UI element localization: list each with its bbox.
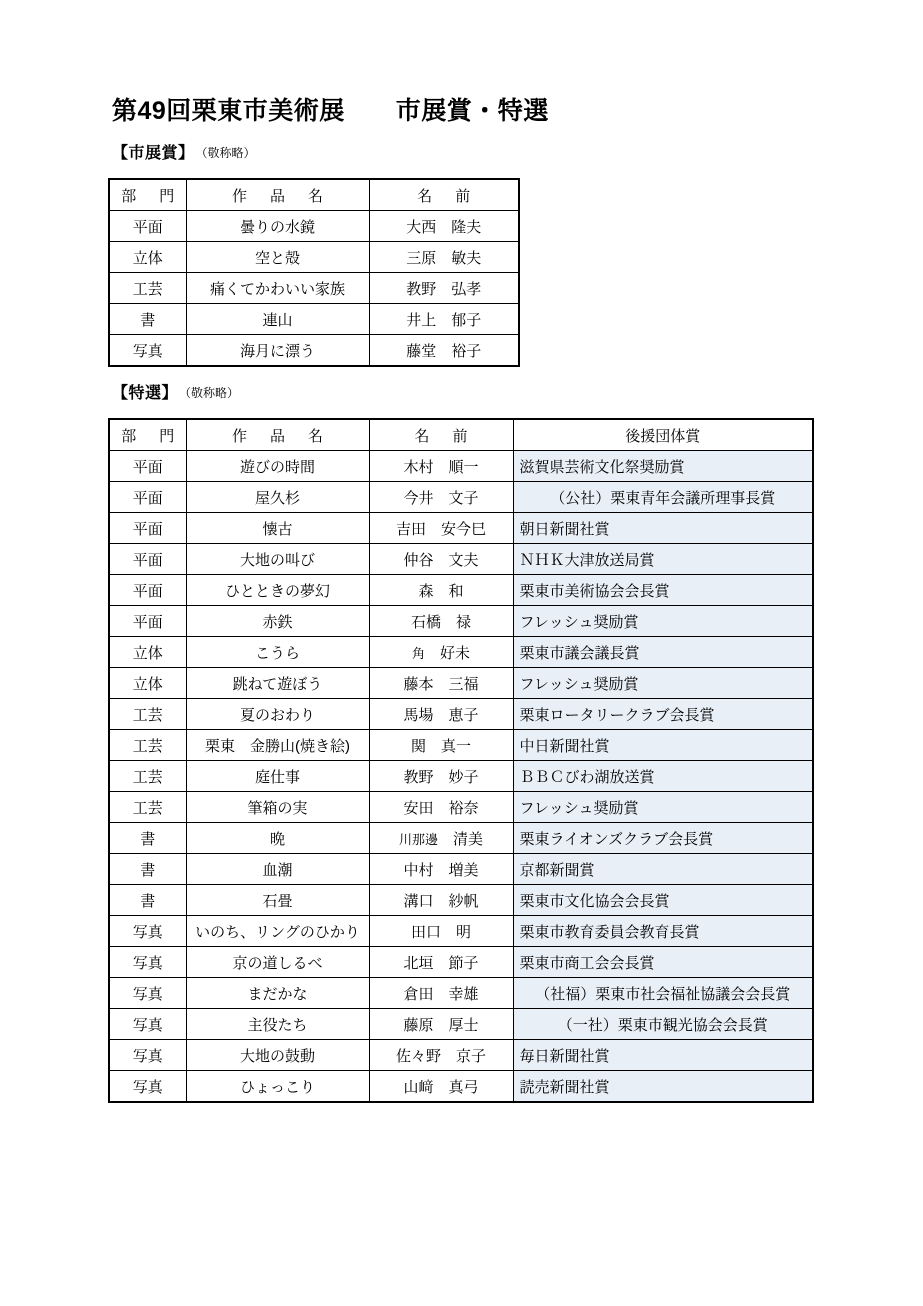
- table-row: [109, 637, 813, 668]
- table-row: [109, 544, 813, 575]
- table-row: [109, 242, 519, 273]
- cell-sakuhin: 空と殻: [186, 242, 369, 273]
- cell-bumon: 工芸: [109, 792, 186, 823]
- section-heading-label: 【特選】: [112, 385, 179, 402]
- table-row: [109, 211, 519, 242]
- table-row: [109, 1071, 813, 1103]
- table-header-row: [109, 419, 813, 451]
- cell-koen-dantai-shou: （一社）栗東市観光協会会長賞: [513, 1009, 813, 1040]
- cell-bumon: 平面: [109, 513, 186, 544]
- table-row: [109, 792, 813, 823]
- cell-bumon: 書: [109, 885, 186, 916]
- section-heading-shitenshou: [112, 146, 256, 162]
- table-row: [109, 335, 519, 367]
- cell-namae: 中村 増美: [369, 854, 513, 885]
- cell-namae: 山﨑 真弓: [369, 1071, 513, 1103]
- column-header-sakuhin: 作 品 名: [186, 419, 369, 451]
- rare-glyph: 角: [411, 646, 425, 662]
- cell-koen-dantai-shou: 朝日新聞社賞: [513, 513, 813, 544]
- cell-koen-dantai-shou: （社福）栗東市社会福祉協議会会長賞: [513, 978, 813, 1009]
- cell-sakuhin: 晩: [186, 823, 369, 854]
- table-row: [109, 513, 813, 544]
- table-row: [109, 947, 813, 978]
- cell-sakuhin: 海月に漂う: [186, 335, 369, 367]
- section-heading-note: （敬称略）: [185, 386, 240, 400]
- cell-namae: 吉田 安今巳: [369, 513, 513, 544]
- cell-sakuhin: いのち、リングのひかり: [186, 916, 369, 947]
- cell-bumon: 写真: [109, 1071, 186, 1103]
- cell-namae: 安田 裕奈: [369, 792, 513, 823]
- cell-sakuhin: 痛くてかわいい家族: [186, 273, 369, 304]
- cell-bumon: 平面: [109, 451, 186, 482]
- cell-sakuhin: こうら: [186, 637, 369, 668]
- table-tokusen: [108, 418, 814, 1103]
- cell-namae: 藤本 三福: [369, 668, 513, 699]
- cell-namae: 教野 弘孝: [369, 273, 519, 304]
- cell-namae: 藤堂 裕子: [369, 335, 519, 367]
- page-title: 第49回栗東市美術展 市展賞・特選: [112, 97, 549, 125]
- cell-bumon: 書: [109, 854, 186, 885]
- cell-bumon: 立体: [109, 637, 186, 668]
- cell-koen-dantai-shou: 栗東市商工会会長賞: [513, 947, 813, 978]
- cell-namae: 田口 明: [369, 916, 513, 947]
- cell-namae: 木村 順一: [369, 451, 513, 482]
- cell-sakuhin: 血潮: [186, 854, 369, 885]
- cell-bumon: 写真: [109, 978, 186, 1009]
- cell-koen-dantai-shou: ＢＢＣびわ湖放送賞: [513, 761, 813, 792]
- cell-sakuhin: 主役たち: [186, 1009, 369, 1040]
- column-header-koen-dantai-shou: 後援団体賞: [513, 419, 813, 451]
- cell-namae: 川那邊 清美: [369, 823, 513, 854]
- cell-sakuhin: 曇りの水鏡: [186, 211, 369, 242]
- table-row: [109, 699, 813, 730]
- cell-sakuhin: 石畳: [186, 885, 369, 916]
- cell-namae: 三原 敏夫: [369, 242, 519, 273]
- cell-bumon: 写真: [109, 1009, 186, 1040]
- cell-bumon: 写真: [109, 335, 186, 367]
- cell-bumon: 平面: [109, 544, 186, 575]
- cell-namae: 教野 妙子: [369, 761, 513, 792]
- table-row: [109, 885, 813, 916]
- cell-sakuhin: まだかな: [186, 978, 369, 1009]
- cell-koen-dantai-shou: 読売新聞社賞: [513, 1071, 813, 1103]
- column-header-bumon: 部 門: [109, 419, 186, 451]
- cell-sakuhin: 懐古: [186, 513, 369, 544]
- cell-sakuhin: 連山: [186, 304, 369, 335]
- cell-namae: 仲谷 文夫: [369, 544, 513, 575]
- section-heading-note: （敬称略）: [201, 146, 256, 160]
- cell-koen-dantai-shou: フレッシュ奨励賞: [513, 792, 813, 823]
- cell-namae: 角 好未: [369, 637, 513, 668]
- cell-koen-dantai-shou: 栗東ロータリークラブ会長賞: [513, 699, 813, 730]
- cell-sakuhin: 栗東 金勝山(焼き絵): [186, 730, 369, 761]
- table-row: [109, 1040, 813, 1071]
- cell-bumon: 書: [109, 304, 186, 335]
- cell-bumon: 工芸: [109, 730, 186, 761]
- cell-sakuhin: 大地の鼓動: [186, 1040, 369, 1071]
- cell-namae: 井上 郁子: [369, 304, 519, 335]
- cell-sakuhin: 夏のおわり: [186, 699, 369, 730]
- table-row: [109, 451, 813, 482]
- cell-koen-dantai-shou: （公社）栗東青年会議所理事長賞: [513, 482, 813, 513]
- cell-koen-dantai-shou: 栗東ライオンズクラブ会長賞: [513, 823, 813, 854]
- section-heading-tokusen: [112, 386, 239, 402]
- cell-namae: 倉田 幸雄: [369, 978, 513, 1009]
- cell-bumon: 立体: [109, 242, 186, 273]
- table-shitenshou: [108, 178, 520, 367]
- cell-namae: 関 真一: [369, 730, 513, 761]
- cell-namae: 石橋 禄: [369, 606, 513, 637]
- table-row: [109, 273, 519, 304]
- cell-bumon: 立体: [109, 668, 186, 699]
- cell-namae: 北垣 節子: [369, 947, 513, 978]
- cell-sakuhin: 赤鉄: [186, 606, 369, 637]
- table-row: [109, 761, 813, 792]
- cell-namae: 佐々野 京子: [369, 1040, 513, 1071]
- column-header-sakuhin: 作 品 名: [186, 179, 369, 211]
- column-header-namae: 名 前: [369, 179, 519, 211]
- cell-sakuhin: 跳ねて遊ぼう: [186, 668, 369, 699]
- cell-namae: 馬場 恵子: [369, 699, 513, 730]
- cell-bumon: 平面: [109, 482, 186, 513]
- cell-namae: 藤原 厚士: [369, 1009, 513, 1040]
- table-row: [109, 482, 813, 513]
- cell-sakuhin: 京の道しるべ: [186, 947, 369, 978]
- cell-koen-dantai-shou: 栗東市議会議長賞: [513, 637, 813, 668]
- cell-sakuhin: ひとときの夢幻: [186, 575, 369, 606]
- table-row: [109, 1009, 813, 1040]
- cell-koen-dantai-shou: フレッシュ奨励賞: [513, 606, 813, 637]
- cell-koen-dantai-shou: 京都新聞賞: [513, 854, 813, 885]
- cell-koen-dantai-shou: 栗東市文化協会会長賞: [513, 885, 813, 916]
- table-row: [109, 823, 813, 854]
- cell-sakuhin: 屋久杉: [186, 482, 369, 513]
- cell-sakuhin: 筆箱の実: [186, 792, 369, 823]
- column-header-namae: 名 前: [369, 419, 513, 451]
- cell-bumon: 工芸: [109, 761, 186, 792]
- cell-koen-dantai-shou: 毎日新聞社賞: [513, 1040, 813, 1071]
- cell-sakuhin: 庭仕事: [186, 761, 369, 792]
- cell-namae: 溝口 紗帆: [369, 885, 513, 916]
- table-row: [109, 304, 519, 335]
- table-row: [109, 606, 813, 637]
- cell-koen-dantai-shou: 滋賀県芸術文化祭奨励賞: [513, 451, 813, 482]
- column-header-bumon: 部 門: [109, 179, 186, 211]
- table-row: [109, 668, 813, 699]
- cell-sakuhin: 遊びの時間: [186, 451, 369, 482]
- table-row: [109, 730, 813, 761]
- cell-bumon: 工芸: [109, 699, 186, 730]
- cell-koen-dantai-shou: 中日新聞社賞: [513, 730, 813, 761]
- table-row: [109, 575, 813, 606]
- cell-sakuhin: ひょっこり: [186, 1071, 369, 1103]
- table-row: [109, 854, 813, 885]
- cell-koen-dantai-shou: 栗東市美術協会会長賞: [513, 575, 813, 606]
- cell-bumon: 写真: [109, 947, 186, 978]
- cell-bumon: 平面: [109, 575, 186, 606]
- cell-namae: 森 和: [369, 575, 513, 606]
- rare-glyph: 川那邊: [398, 832, 438, 848]
- cell-namae: 大西 隆夫: [369, 211, 519, 242]
- cell-bumon: 平面: [109, 211, 186, 242]
- cell-bumon: 写真: [109, 1040, 186, 1071]
- cell-bumon: 書: [109, 823, 186, 854]
- cell-bumon: 写真: [109, 916, 186, 947]
- cell-koen-dantai-shou: フレッシュ奨励賞: [513, 668, 813, 699]
- cell-bumon: 平面: [109, 606, 186, 637]
- cell-bumon: 工芸: [109, 273, 186, 304]
- cell-koen-dantai-shou: 栗東市教育委員会教育長賞: [513, 916, 813, 947]
- cell-sakuhin: 大地の叫び: [186, 544, 369, 575]
- section-heading-label: 【市展賞】: [112, 145, 195, 162]
- cell-namae: 今井 文子: [369, 482, 513, 513]
- table-row: [109, 916, 813, 947]
- table-row: [109, 978, 813, 1009]
- table-header-row: [109, 179, 519, 211]
- cell-koen-dantai-shou: ＮＨＫ大津放送局賞: [513, 544, 813, 575]
